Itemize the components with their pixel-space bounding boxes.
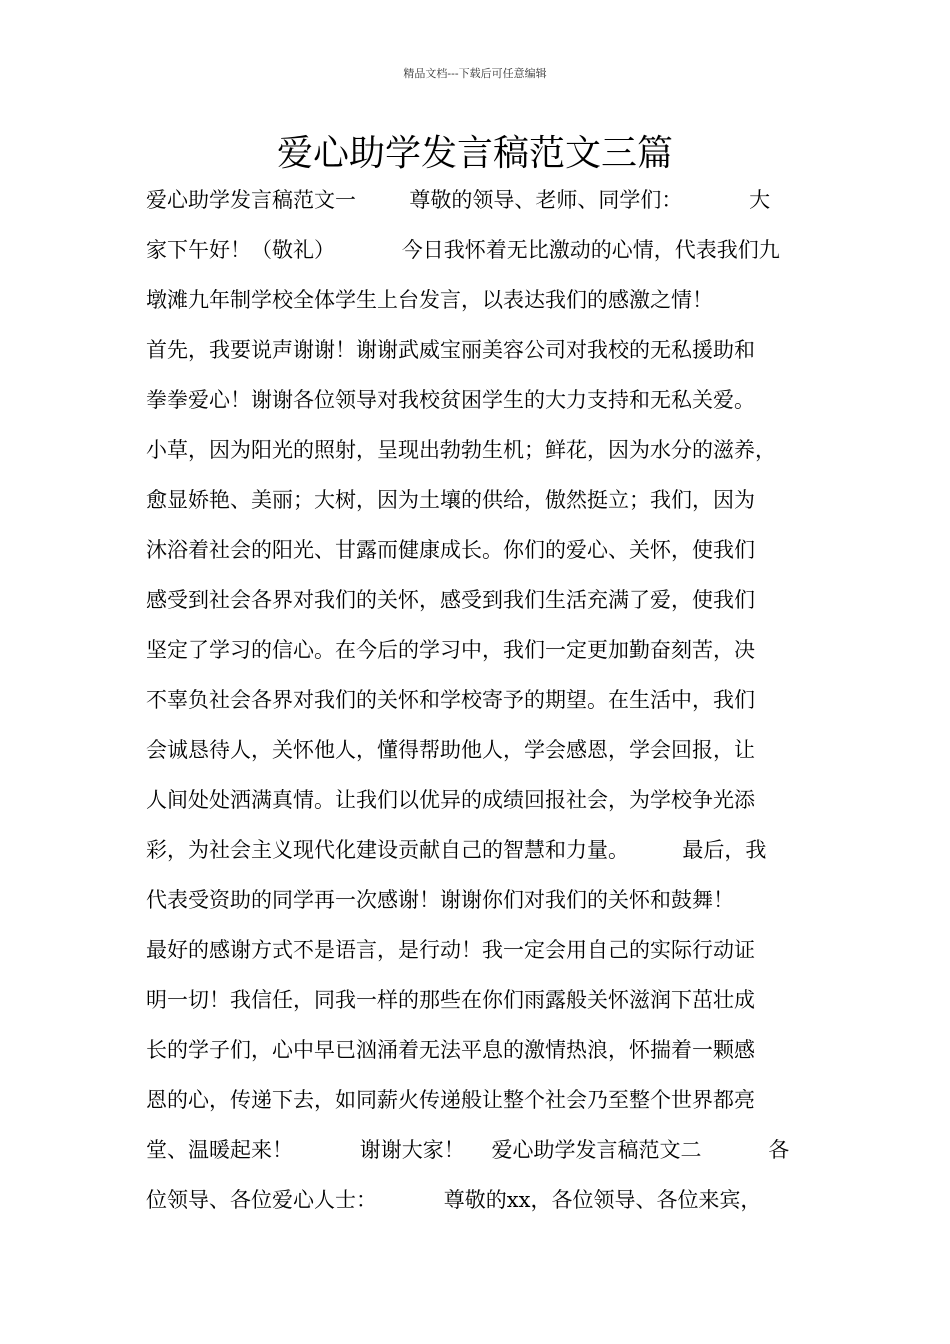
body-line-13: 人间处处洒满真情。让我们以优异的成绩回报社会，为学校争光添 [146, 788, 755, 812]
body-line-4: 首先，我要说声谢谢！谢谢武威宝丽美容公司对我校的无私援助和 [146, 338, 755, 362]
body-line-7: 愈显娇艳、美丽；大树，因为土壤的供给，傲然挺立；我们，因为 [146, 488, 755, 512]
body-line-3: 墩滩九年制学校全体学生上台发言，以表达我们的感激之情！ [146, 288, 713, 312]
body-line-20: 堂、温暖起来！ 谢谢大家！ 爱心助学发言稿范文二 各 [146, 1138, 790, 1162]
body-line-1: 爱心助学发言稿范文一 尊敬的领导、老师、同学们： 大 [146, 188, 771, 212]
body-line-5: 拳拳爱心！谢谢各位领导对我校贫困学生的大力支持和无私关爱。 [146, 388, 755, 412]
body-line-10: 坚定了学习的信心。在今后的学习中，我们一定更加勤奋刻苦，决 [146, 638, 755, 662]
body-line-8: 沐浴着社会的阳光、甘露而健康成长。你们的爱心、关怀，使我们 [146, 538, 755, 562]
body-line-12: 会诚恳待人，关怀他人，懂得帮助他人，学会感恩，学会回报，让 [146, 738, 755, 762]
body-line-18: 长的学子们，心中早已汹涌着无法平息的激情热浪，怀揣着一颗感 [146, 1038, 755, 1062]
body-line-2: 家下午好！（敬礼） 今日我怀着无比激动的心情，代表我们九 [146, 238, 780, 262]
body-line-21: 位领导、各位爱心人士： 尊敬的xx，各位领导、各位来宾， [146, 1188, 762, 1212]
body-line-17: 明一切！我信任，同我一样的那些在你们雨露般关怀滋润下茁壮成 [146, 988, 755, 1012]
body-line-9: 感受到社会各界对我们的关怀，感受到我们生活充满了爱，使我们 [146, 588, 755, 612]
body-line-15: 代表受资助的同学再一次感谢！谢谢你们对我们的关怀和鼓舞！ [146, 888, 734, 912]
body-line-16: 最好的感谢方式不是语言，是行动！我一定会用自己的实际行动证 [146, 938, 755, 962]
body-line-19: 恩的心，传递下去，如同薪火传递般让整个社会乃至整个世界都亮 [146, 1088, 755, 1112]
document-body [146, 175, 818, 1225]
body-line-6: 小草，因为阳光的照射，呈现出勃勃生机；鲜花，因为水分的滋养， [146, 438, 776, 462]
page-header: 精品文档---下载后可任意编辑 [403, 67, 547, 80]
body-line-11: 不辜负社会各界对我们的关怀和学校寄予的期望。在生活中，我们 [146, 688, 755, 712]
body-line-14: 彩，为社会主义现代化建设贡献自己的智慧和力量。 最后，我 [146, 838, 767, 862]
document-title: 爱心助学发言稿范文三篇 [276, 133, 673, 174]
